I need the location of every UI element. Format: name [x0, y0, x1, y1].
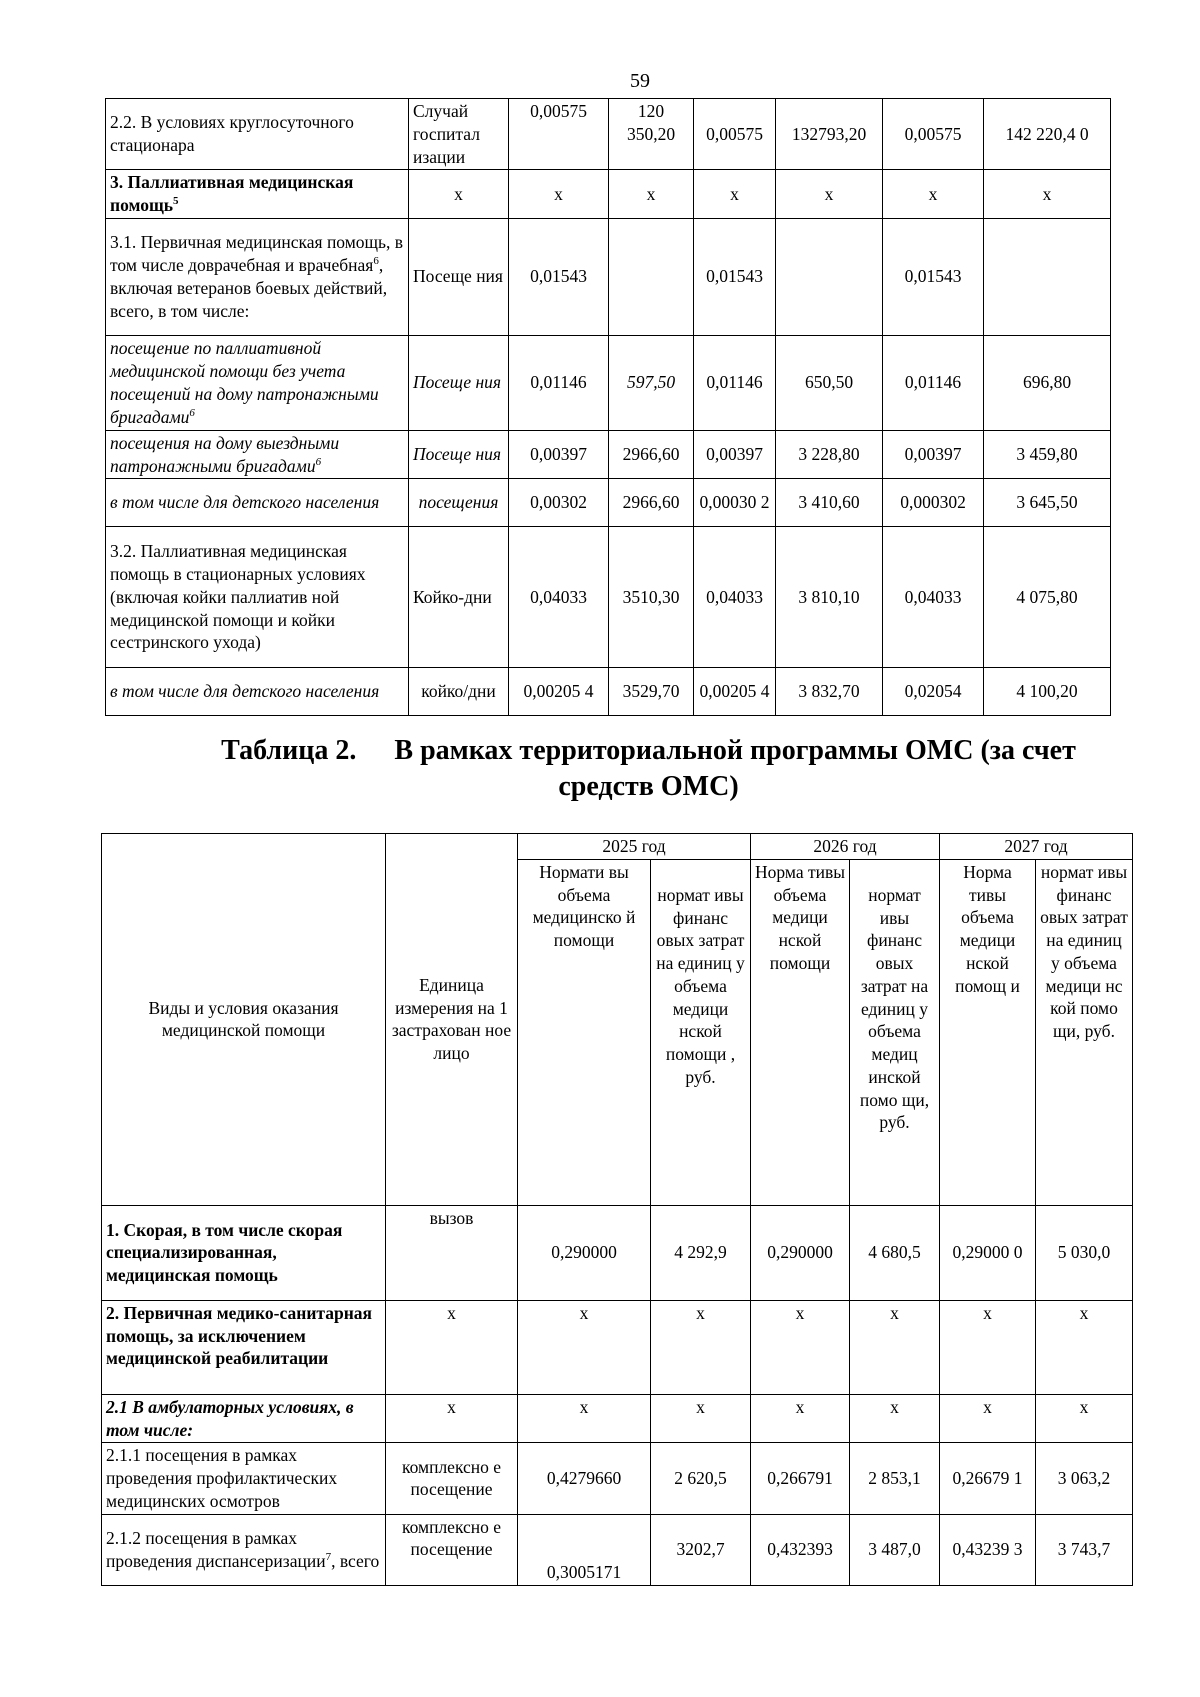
row-unit: Случай госпитал изации [409, 99, 509, 170]
cell-value: x [651, 1300, 751, 1394]
row-unit: Посеще ния [409, 218, 509, 335]
row-name: в том числе для детского населения [106, 479, 409, 527]
row-name: 3.2. Паллиативная медицинская помощь в стационарных условиях (включая койки паллиатив ной медицинской помощи и койки сестринского ухода) [106, 527, 409, 668]
row-unit: Койко-дни [409, 527, 509, 668]
table-row [106, 218, 1111, 335]
header-finance-norm: нормат ивы финанс овых затрат на единиц у объема медици нс кой помо щи, руб. [1036, 859, 1133, 1205]
row-unit: койко/дни [409, 668, 509, 716]
cell-value: 0,00575 [509, 99, 609, 170]
cell-value: 3 645,50 [984, 479, 1111, 527]
cell-value: 3 228,80 [776, 430, 883, 479]
cell-value: 650,50 [776, 335, 883, 430]
table-row [102, 1443, 1133, 1514]
cell-value: 120 350,20 [609, 99, 694, 170]
cell-value: 0,266791 [751, 1443, 850, 1514]
cell-value: 3529,70 [609, 668, 694, 716]
row-name: 2.2. В условиях круглосуточного стационара [106, 99, 409, 170]
cell-value: 0,01543 [509, 218, 609, 335]
cell-value: 4 100,20 [984, 668, 1111, 716]
header-volume-norm: Норма тивы объема медици нской помощ и [940, 859, 1036, 1205]
header-volume-norm: Нормати вы объема медицинско й помощи [518, 859, 651, 1205]
cell-value: 3 410,60 [776, 479, 883, 527]
row-name-text: посещение по паллиативной медицинской помощи без учета посещений на дому патронажными бригадами [110, 338, 379, 427]
cell-value: 0,00397 [509, 430, 609, 479]
footnote-ref: 6 [315, 455, 322, 468]
cell-value: 3 459,80 [984, 430, 1111, 479]
table-row [106, 527, 1111, 668]
header-col-name: Виды и условия оказания медицинской помощи [102, 834, 386, 1206]
cell-value [984, 218, 1111, 335]
cell-value: 3510,30 [609, 527, 694, 668]
row-unit: x [409, 170, 509, 219]
row-name: в том числе для детского населения [106, 668, 409, 716]
cell-value: 3 063,2 [1036, 1443, 1133, 1514]
row-unit: вызов [386, 1205, 518, 1300]
table-row [102, 1514, 1133, 1585]
cell-value: 4 680,5 [850, 1205, 940, 1300]
cell-value: 0,00302 [509, 479, 609, 527]
row-name-text: 3.1. Первичная медицинская помощь, в том числе доврачебная и врачебная [110, 232, 404, 275]
cell-value: 0,3005171 [518, 1514, 651, 1585]
row-name-text: 3. Паллиативная медицинская помощь [110, 172, 354, 215]
cell-value: 0,00205 4 [509, 668, 609, 716]
cell-value: x [609, 170, 694, 219]
cell-value: x [509, 170, 609, 219]
cell-value: x [850, 1394, 940, 1443]
cell-value: 4 292,9 [651, 1205, 751, 1300]
cell-value: 0,29000 0 [940, 1205, 1036, 1300]
cell-value: 0,4279660 [518, 1443, 651, 1514]
cell-value: 2 620,5 [651, 1443, 751, 1514]
row-name: 2.1.1 посещения в рамках проведения профилактических медицинских осмотров [102, 1443, 386, 1514]
cell-value: x [694, 170, 776, 219]
caption-line2: средств ОМС) [558, 770, 739, 802]
cell-value: 3 487,0 [850, 1514, 940, 1585]
table-caption [0, 733, 1200, 805]
cell-value: 132793,20 [776, 99, 883, 170]
row-unit: x [386, 1394, 518, 1443]
caption-line1: В рамках территориальной программы ОМС (за счет [394, 735, 1076, 766]
row-unit: посещения [409, 479, 509, 527]
footnote-ref: 5 [172, 195, 179, 208]
table-row [102, 1394, 1133, 1443]
table-row [106, 170, 1111, 219]
cell-value: 0,00575 [694, 99, 776, 170]
cell-value: 0,432393 [751, 1514, 850, 1585]
cell-value: x [751, 1300, 850, 1394]
cell-value: x [1036, 1300, 1133, 1394]
table-row [106, 99, 1111, 170]
cell-value [776, 218, 883, 335]
cell-value: 0,000302 [883, 479, 984, 527]
cell-value: x [776, 170, 883, 219]
row-name [106, 170, 409, 219]
cell-value: 0,04033 [694, 527, 776, 668]
cell-value: 0,04033 [509, 527, 609, 668]
cell-value: 0,00397 [694, 430, 776, 479]
row-name [106, 335, 409, 430]
cell-value: 3 832,70 [776, 668, 883, 716]
oms-program-table [101, 833, 1133, 1586]
footnote-ref: 7 [325, 1550, 332, 1563]
cell-value: 3 810,10 [776, 527, 883, 668]
cell-value: 5 030,0 [1036, 1205, 1133, 1300]
row-name-tail: , всего [331, 1550, 380, 1571]
row-name-text: посещения на дому выездными патронажными бригадами [110, 432, 340, 476]
header-finance-norm: нормат ивы финанс овых затрат на единиц у объема медиц инской помо щи, руб. [850, 859, 940, 1205]
cell-value: 3 743,7 [1036, 1514, 1133, 1585]
table-row [106, 430, 1111, 479]
header-year-2025: 2025 год [518, 834, 751, 860]
row-unit: комплексно е посещение [386, 1443, 518, 1514]
cell-value: x [940, 1394, 1036, 1443]
cell-value [609, 218, 694, 335]
header-year-2027: 2027 год [940, 834, 1133, 860]
row-name: 2.1 В амбулаторных условиях, в том числе: [102, 1394, 386, 1443]
cell-value: 696,80 [984, 335, 1111, 430]
cell-value: x [850, 1300, 940, 1394]
cell-value: 0,43239 3 [940, 1514, 1036, 1585]
cell-value: x [940, 1300, 1036, 1394]
cell-value: 3202,7 [651, 1514, 751, 1585]
header-year-2026: 2026 год [751, 834, 940, 860]
cell-value: 0,01543 [694, 218, 776, 335]
cell-value: 0,04033 [883, 527, 984, 668]
cell-value: 0,01543 [883, 218, 984, 335]
cell-value: 0,00575 [883, 99, 984, 170]
table-row [102, 1205, 1133, 1300]
table-row [106, 668, 1111, 716]
cell-value: 0,00397 [883, 430, 984, 479]
row-unit: комплексно е посещение [386, 1514, 518, 1585]
palliative-care-table [105, 98, 1111, 716]
row-name [102, 1514, 386, 1585]
row-name [106, 218, 409, 335]
cell-value: x [883, 170, 984, 219]
cell-value: 597,50 [609, 335, 694, 430]
header-row-years [102, 834, 1133, 860]
row-name: 2. Первичная медико-санитарная помощь, за исключением медицинской реабилитации [102, 1300, 386, 1394]
cell-value: 0,00205 4 [694, 668, 776, 716]
table-row [106, 479, 1111, 527]
cell-value: 0,02054 [883, 668, 984, 716]
cell-value: x [751, 1394, 850, 1443]
footnote-ref: 6 [189, 406, 195, 419]
row-name-tail: , включая ветеранов боевых действий, всего, в том числе: [110, 255, 388, 321]
cell-value: 0,00030 2 [694, 479, 776, 527]
cell-value: 0,01146 [509, 335, 609, 430]
cell-value: 2966,60 [609, 430, 694, 479]
cell-value: x [518, 1300, 651, 1394]
cell-value: 0,290000 [518, 1205, 651, 1300]
table-row [102, 1300, 1133, 1394]
row-name: 1. Скорая, в том числе скорая специализированная, медицинская помощь [102, 1205, 386, 1300]
cell-value: 0,01146 [883, 335, 984, 430]
cell-value: 0,26679 1 [940, 1443, 1036, 1514]
cell-value: x [984, 170, 1111, 219]
row-unit: x [386, 1300, 518, 1394]
caption-label: Таблица 2. [221, 735, 357, 766]
cell-value: 0,290000 [751, 1205, 850, 1300]
table-row [106, 335, 1111, 430]
cell-value: 2966,60 [609, 479, 694, 527]
cell-value: 4 075,80 [984, 527, 1111, 668]
row-unit: Посеще ния [409, 335, 509, 430]
cell-value: 142 220,4 0 [984, 99, 1111, 170]
header-col-unit: Единица измерения на 1 застрахован ное лицо [386, 834, 518, 1206]
row-name-text: 2.1.2 посещения в рамках проведения диспансеризации [106, 1527, 326, 1571]
cell-value: x [518, 1394, 651, 1443]
page-number: 59 [630, 70, 650, 92]
cell-value: 2 853,1 [850, 1443, 940, 1514]
cell-value: x [1036, 1394, 1133, 1443]
cell-value: 0,01146 [694, 335, 776, 430]
header-volume-norm: Норма тивы объема медици нской помощи [751, 859, 850, 1205]
cell-value: x [651, 1394, 751, 1443]
header-finance-norm: нормат ивы финанс овых затрат на единиц у объема медици нской помощи , руб. [651, 859, 751, 1205]
footnote-ref: 6 [373, 255, 379, 268]
row-name [106, 430, 409, 479]
row-unit: Посеще ния [409, 430, 509, 479]
